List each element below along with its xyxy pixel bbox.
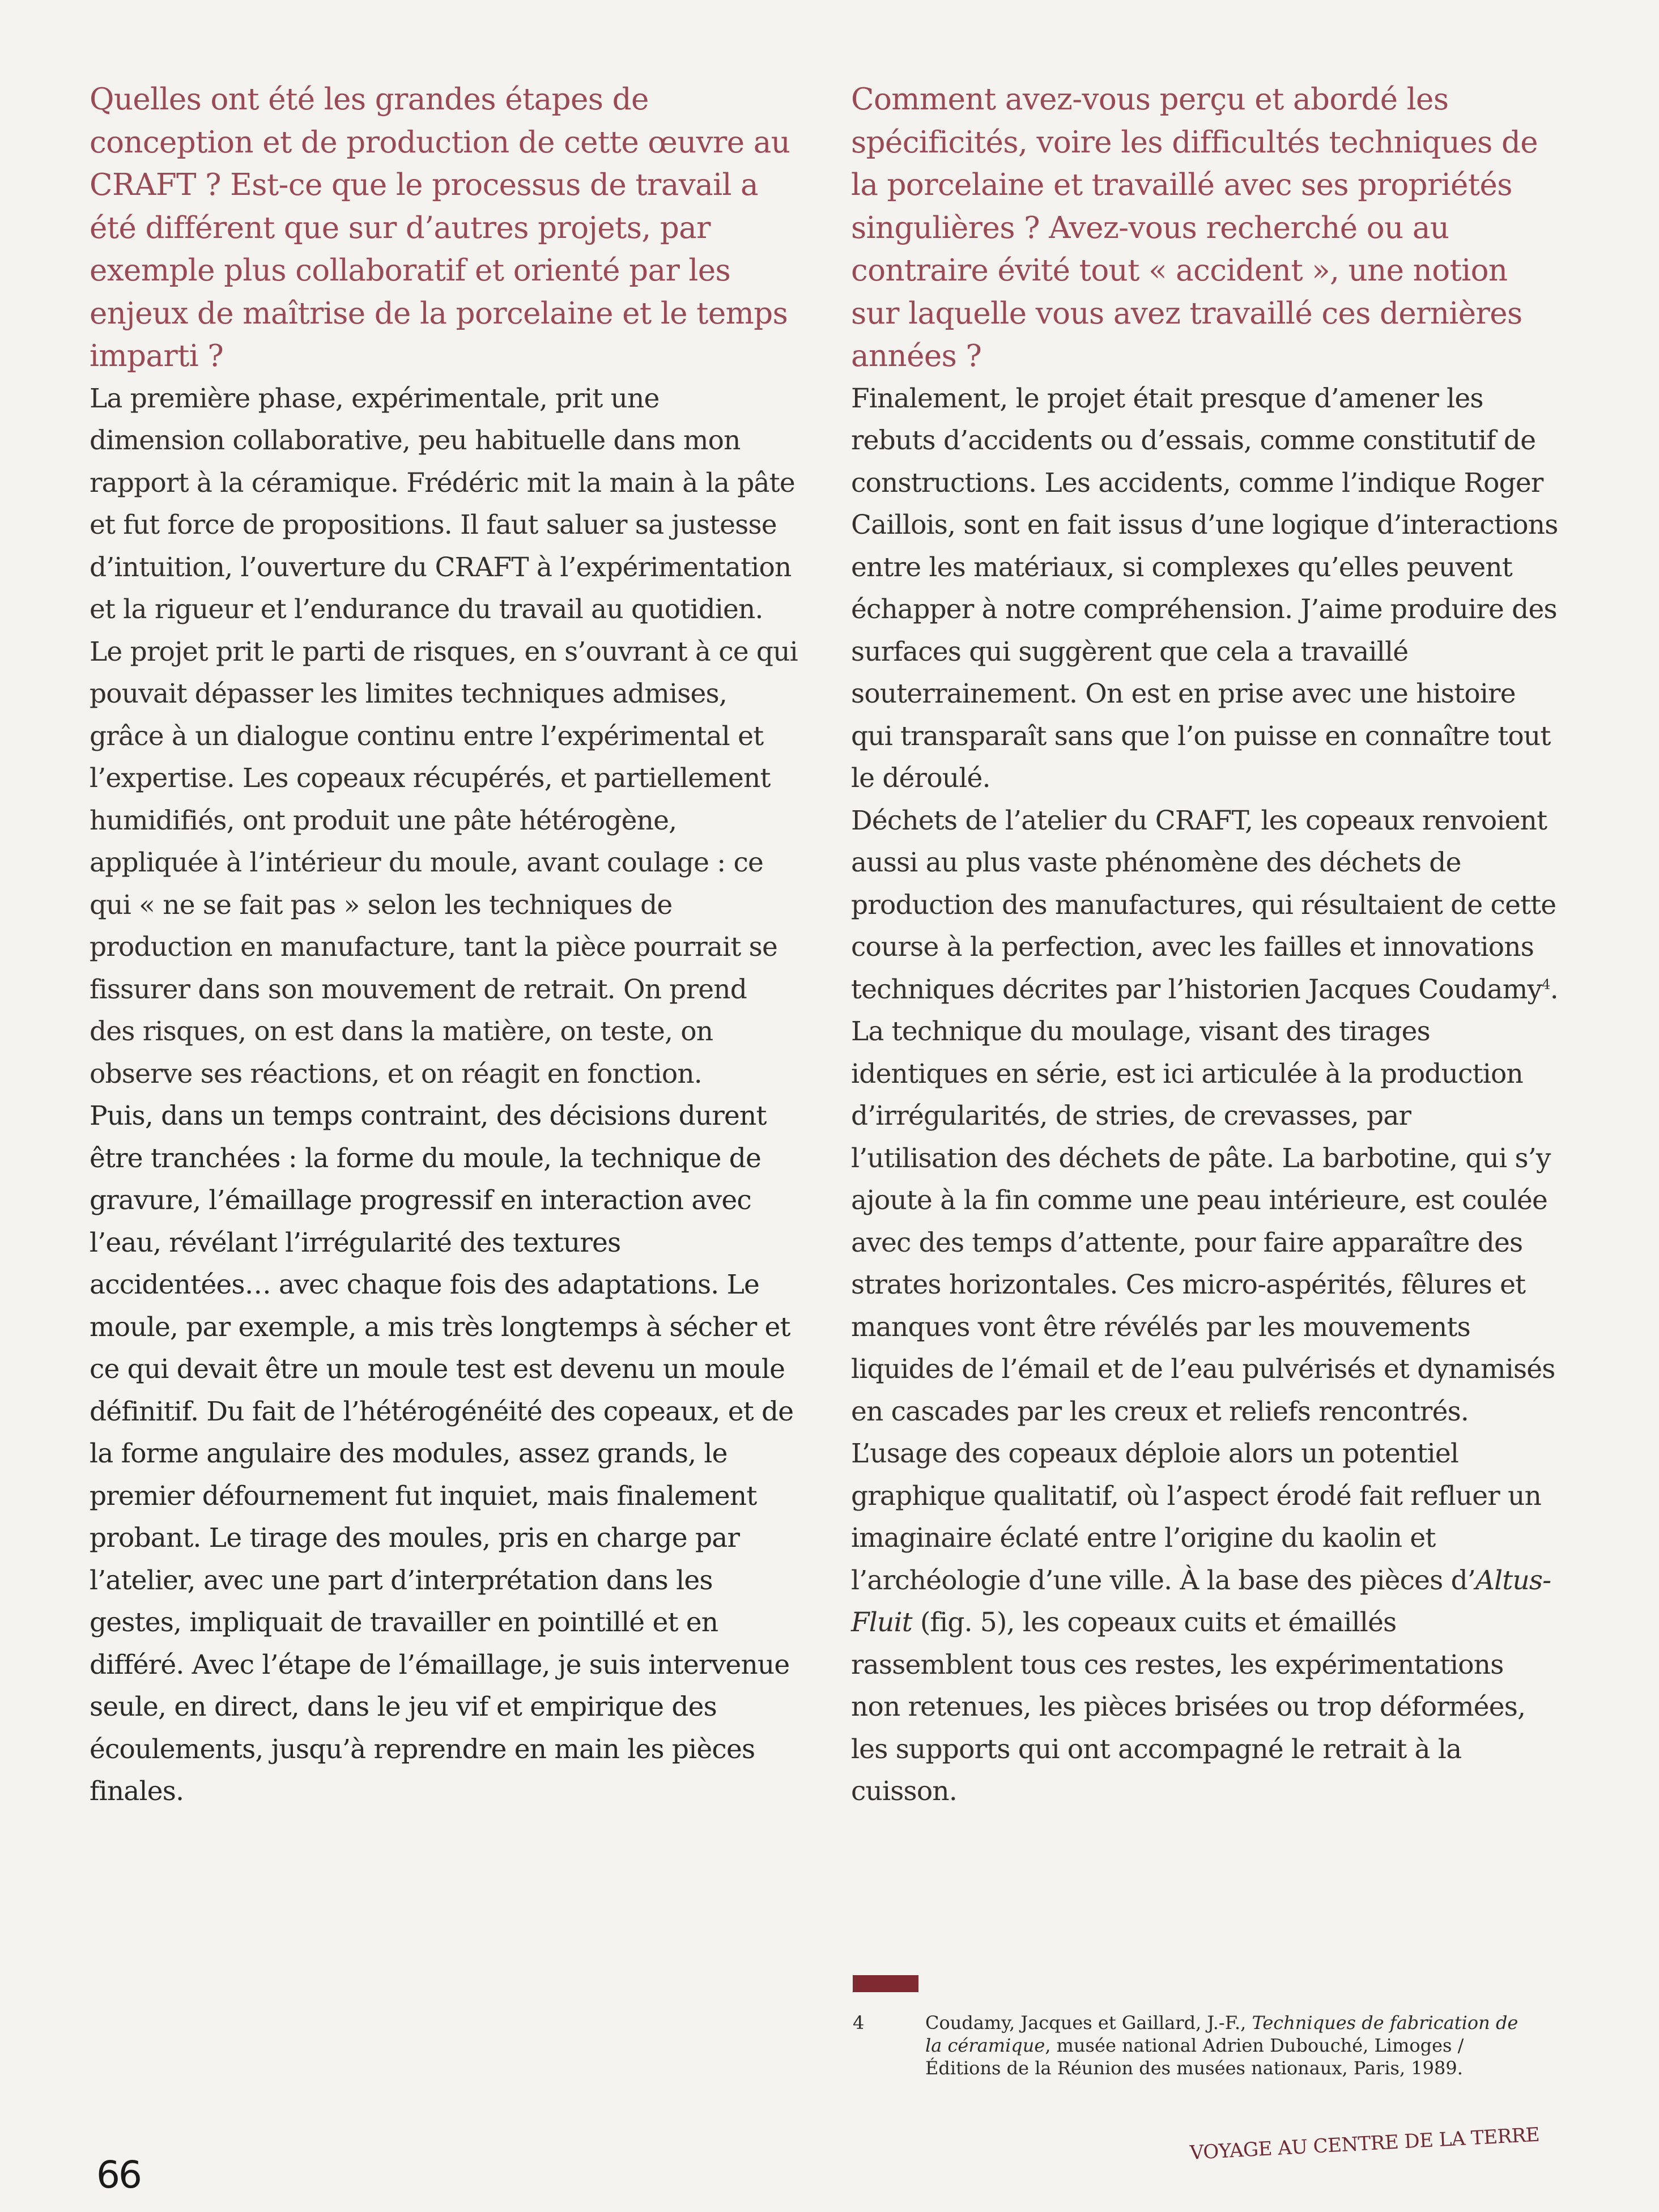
answer-2 — [851, 378, 1559, 1813]
left-column — [90, 78, 798, 1813]
answer-2-paragraph: Finalement, le projet était presque d’amener les rebuts d’accidents ou d’essais, comme constitutif de constructions. Les accidents, comme l’indique Roger Caillois, sont en fait issus d’une logique d’interactions entre les matériaux, si complexes qu’elles peuvent échapper à notre compréhension. J’aime produire des surfaces qui suggèrent que cela a travaillé souterrainement. On est en prise avec une histoire qui transparaît sans que l’on puisse en connaître tout le déroulé. — [851, 382, 1558, 794]
footnote — [853, 2011, 1533, 2079]
page-number: 66 — [96, 2153, 141, 2197]
text-segment: Déchets de l’atelier du CRAFT, les copeaux renvoient aussi au plus vaste phénomène des déchets de production des manufactures, qui résultaient de cette course à la perfection, avec les failles et innovations techniques décrites par l’historien Jacques Coudamy — [851, 805, 1556, 1005]
footnote-title: Techniques de fabrication de la céramique — [925, 2012, 1518, 2056]
interview-question-1: Quelles ont été les grandes étapes de conception et de production de cette œuvre au CRAFT ? Est-ce que le processus de travail a été différent que sur d’autres projets, par exemple plus collaboratif et orienté par les enjeux de maîtrise de la porcelaine et le temps imparti ? — [90, 82, 790, 373]
answer-1 — [90, 378, 798, 1813]
answer-2-paragraph — [851, 800, 1559, 1813]
footnote-reference[interactable]: 4 — [1542, 976, 1550, 992]
artwork-title: Altus-Fluit — [851, 1564, 1551, 1638]
answer-1-paragraph: Le projet prit le parti de risques, en s’ouvrant à ce qui pouvait dépasser les limites techniques admises, grâce à un dialogue continu entre l’expérimental et l’expertise. Les copeaux récupérés, et partiellement humidifiés, ont produit une pâte hétérogène, appliquée à l’intérieur du moule, avant coulage : ce qui « ne se fait pas » selon les techniques de production en manufacture, tant la pièce pourrait se fissurer dans son mouvement de retrait. On prend des risques, on est dans la matière, on teste, on observe ses réactions, et on réagit en fonction. — [90, 636, 798, 1090]
running-title: VOYAGE AU CENTRE DE LA TERRE — [1189, 2123, 1541, 2164]
answer-1-paragraph: Puis, dans un temps contraint, des décisions durent être tranchées : la forme du moule, la technique de gravure, l’émaillage progressif en interaction avec l’eau, révélant l’irrégularité des textures accidentées… avec chaque fois des adaptations. Le moule, par exemple, a mis très longtemps à sécher et ce qui devait être un moule test est devenu un moule définitif. Du fait de l’hétérogénéité des copeaux, et de la forme angulaire des modules, assez grands, le premier défournement fut inquiet, mais finalement probant. Le tirage des moules, pris en charge par l’atelier, avec une part d’interprétation dans les gestes, impliquait de travailler en pointillé et en différé. Avec l’étape de l’émaillage, je suis intervenue seule, en direct, dans le jeu vif et empirique des écoulements, jusqu’à reprendre en main les pièces finales. — [90, 1100, 794, 1807]
footnote-text — [925, 2011, 1533, 2079]
footnote-publisher: , musée national Adrien Dubouché, Limoges / Éditions de la Réunion des musées nationaux, Paris, 1989. — [925, 2035, 1464, 2079]
text-segment: (fig. 5), les copeaux cuits et émaillés rassemblent tous ces restes, les expérimentations non retenues, les pièces brisées ou trop déformées, les supports qui ont accompagné le retrait à la cuisson. — [851, 1607, 1526, 1807]
footnote-number: 4 — [853, 2012, 865, 2034]
right-column — [851, 78, 1559, 1813]
answer-1-paragraph: La première phase, expérimentale, prit une dimension collaborative, peu habituelle dans mon rapport à la céramique. Frédéric mit la main à la pâte et fut force de propositions. Il faut saluer sa justesse d’intuition, l’ouverture du CRAFT à l’expérimentation et la rigueur et l’endurance du travail au quotidien. — [90, 382, 795, 625]
footnote-divider-bar — [853, 1975, 918, 1992]
interview-question-2: Comment avez-vous perçu et abordé les spécificités, voire les difficultés techniques de la porcelaine et travaillé avec ses propriétés singulières ? Avez-vous recherché ou au contraire évité tout « accident », une notion sur laquelle vous avez travaillé ces dernières années ? — [851, 82, 1538, 373]
text-segment: . La technique du moulage, visant des tirages identiques en série, est ici articulée à la production d’irrégularités, de stries, de crevasses, par l’utilisation des déchets de pâte. La barbotine, qui s’y ajoute à la fin comme une peau intérieure, est coulée avec des temps d’attente, pour faire apparaître des strates horizontales. Ces micro-aspérités, fêlures et manques vont être révélés par les mouvements liquides de l’émail et de l’eau pulvérisés et dynamisés en cascades par les creux et reliefs rencontrés. L’usage des copeaux déploie alors un potentiel graphique qualitatif, où l’aspect érodé fait refluer un imaginaire éclaté entre l’origine du kaolin et l’archéologie d’une ville. À la base des pièces d’ — [851, 973, 1558, 1596]
footnote-authors: Coudamy, Jacques et Gaillard, J.-F., — [925, 2012, 1252, 2034]
